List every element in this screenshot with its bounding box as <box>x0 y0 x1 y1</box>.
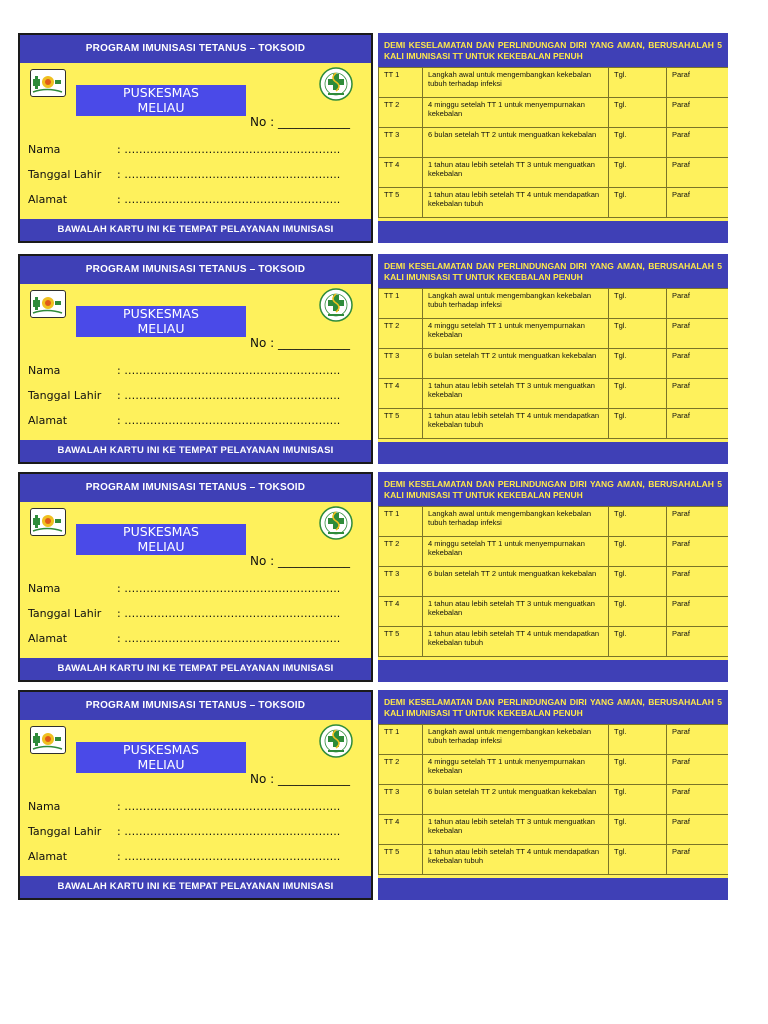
signature-cell: Paraf <box>667 627 729 657</box>
signature-cell: Paraf <box>667 785 729 815</box>
description-cell: Langkah awal untuk mengembangkan kekebalan tubuh terhadap infeksi <box>423 289 609 319</box>
bakti-husada-logo-icon <box>319 67 353 101</box>
field-value-tanggal-lahir: : ………………………………………………….. <box>117 825 341 838</box>
signature-cell: Paraf <box>667 98 729 128</box>
description-cell: 6 bulan setelah TT 2 untuk menguatkan kekebalan <box>423 785 609 815</box>
date-cell: Tgl. <box>609 409 667 439</box>
dose-cell: TT 3 <box>379 349 423 379</box>
card-back <box>378 690 728 900</box>
description-cell: Langkah awal untuk mengembangkan kekebalan tubuh terhadap infeksi <box>423 507 609 537</box>
schedule-row <box>379 68 729 98</box>
signature-cell: Paraf <box>667 319 729 349</box>
facility-name-line1: PUSKESMAS <box>123 306 199 321</box>
card-footer-text: BAWALAH KARTU INI KE TEMPAT PELAYANAN IMUNISASI <box>20 440 371 462</box>
card-number-field: No : ____________ <box>250 554 350 568</box>
bakti-husada-logo-icon <box>319 724 353 758</box>
dose-cell: TT 5 <box>379 409 423 439</box>
description-cell: 1 tahun atau lebih setelah TT 4 untuk mendapatkan kekebalan tubuh <box>423 409 609 439</box>
facility-name-line2: MELIAU <box>137 539 185 554</box>
schedule-row <box>379 379 729 409</box>
dose-cell: TT 5 <box>379 845 423 875</box>
signature-cell: Paraf <box>667 349 729 379</box>
signature-cell: Paraf <box>667 845 729 875</box>
date-cell: Tgl. <box>609 349 667 379</box>
facility-name-box <box>76 306 246 337</box>
description-cell: 6 bulan setelah TT 2 untuk menguatkan kekebalan <box>423 128 609 158</box>
dose-cell: TT 2 <box>379 755 423 785</box>
date-cell: Tgl. <box>609 755 667 785</box>
field-label-tanggal-lahir: Tanggal Lahir <box>28 825 102 838</box>
date-cell: Tgl. <box>609 68 667 98</box>
description-cell: 4 minggu setelah TT 1 untuk menyempurnakan kekebalan <box>423 755 609 785</box>
card-front <box>18 690 373 900</box>
dose-cell: TT 3 <box>379 128 423 158</box>
description-cell: Langkah awal untuk mengembangkan kekebalan tubuh terhadap infeksi <box>423 68 609 98</box>
card-back-header: DEMI KESELAMATAN DAN PERLINDUNGAN DIRI YANG AMAN, BERUSAHALAH 5 KALI IMUNISASI TT UNTUK KEKEBALAN PENUH <box>378 254 728 288</box>
field-value-tanggal-lahir: : ………………………………………………….. <box>117 389 341 402</box>
date-cell: Tgl. <box>609 537 667 567</box>
facility-name-line1: PUSKESMAS <box>123 742 199 757</box>
immunization-card-1 <box>0 33 768 243</box>
card-number-field: No : ____________ <box>250 772 350 786</box>
signature-cell: Paraf <box>667 537 729 567</box>
card-header-title: PROGRAM IMUNISASI TETANUS – TOKSOID <box>20 474 371 502</box>
schedule-row <box>379 409 729 439</box>
card-number-field: No : ____________ <box>250 336 350 350</box>
signature-cell: Paraf <box>667 379 729 409</box>
facility-name-line2: MELIAU <box>137 321 185 336</box>
dose-cell: TT 2 <box>379 537 423 567</box>
signature-cell: Paraf <box>667 68 729 98</box>
date-cell: Tgl. <box>609 725 667 755</box>
schedule-row <box>379 319 729 349</box>
schedule-row <box>379 98 729 128</box>
puskesmas-logo-icon <box>30 290 66 318</box>
immunization-schedule-table <box>378 288 728 439</box>
dose-cell: TT 1 <box>379 507 423 537</box>
field-value-nama: : ………………………………………………….. <box>117 364 341 377</box>
date-cell: Tgl. <box>609 627 667 657</box>
description-cell: 4 minggu setelah TT 1 untuk menyempurnakan kekebalan <box>423 98 609 128</box>
schedule-row <box>379 725 729 755</box>
card-footer-text: BAWALAH KARTU INI KE TEMPAT PELAYANAN IMUNISASI <box>20 876 371 898</box>
schedule-row <box>379 785 729 815</box>
signature-cell: Paraf <box>667 815 729 845</box>
date-cell: Tgl. <box>609 785 667 815</box>
date-cell: Tgl. <box>609 597 667 627</box>
facility-name-line2: MELIAU <box>137 757 185 772</box>
schedule-row <box>379 158 729 188</box>
facility-name-line2: MELIAU <box>137 100 185 115</box>
description-cell: 4 minggu setelah TT 1 untuk menyempurnakan kekebalan <box>423 319 609 349</box>
signature-cell: Paraf <box>667 755 729 785</box>
date-cell: Tgl. <box>609 98 667 128</box>
schedule-row <box>379 507 729 537</box>
field-value-alamat: : ………………………………………………….. <box>117 414 341 427</box>
description-cell: 1 tahun atau lebih setelah TT 4 untuk mendapatkan kekebalan tubuh <box>423 627 609 657</box>
field-label-tanggal-lahir: Tanggal Lahir <box>28 607 102 620</box>
schedule-row <box>379 289 729 319</box>
date-cell: Tgl. <box>609 158 667 188</box>
facility-name-line1: PUSKESMAS <box>123 85 199 100</box>
field-label-alamat: Alamat <box>28 632 68 645</box>
dose-cell: TT 5 <box>379 188 423 218</box>
dose-cell: TT 5 <box>379 627 423 657</box>
card-back-footer-band <box>378 442 728 464</box>
immunization-schedule-table <box>378 724 728 875</box>
description-cell: 1 tahun atau lebih setelah TT 3 untuk menguatkan kekebalan <box>423 815 609 845</box>
bakti-husada-logo-icon <box>319 288 353 322</box>
description-cell: 1 tahun atau lebih setelah TT 3 untuk menguatkan kekebalan <box>423 379 609 409</box>
immunization-card-3 <box>0 472 768 682</box>
date-cell: Tgl. <box>609 128 667 158</box>
schedule-row <box>379 537 729 567</box>
schedule-row <box>379 567 729 597</box>
schedule-row <box>379 597 729 627</box>
puskesmas-logo-icon <box>30 69 66 97</box>
card-back-header: DEMI KESELAMATAN DAN PERLINDUNGAN DIRI YANG AMAN, BERUSAHALAH 5 KALI IMUNISASI TT UNTUK KEKEBALAN PENUH <box>378 690 728 724</box>
description-cell: Langkah awal untuk mengembangkan kekebalan tubuh terhadap infeksi <box>423 725 609 755</box>
signature-cell: Paraf <box>667 507 729 537</box>
date-cell: Tgl. <box>609 507 667 537</box>
facility-name-box <box>76 85 246 116</box>
date-cell: Tgl. <box>609 845 667 875</box>
card-header-title: PROGRAM IMUNISASI TETANUS – TOKSOID <box>20 692 371 720</box>
field-label-tanggal-lahir: Tanggal Lahir <box>28 389 102 402</box>
card-front <box>18 254 373 464</box>
card-footer-text: BAWALAH KARTU INI KE TEMPAT PELAYANAN IMUNISASI <box>20 658 371 680</box>
field-value-nama: : ………………………………………………….. <box>117 582 341 595</box>
card-back <box>378 472 728 682</box>
field-label-nama: Nama <box>28 364 61 377</box>
field-label-nama: Nama <box>28 582 61 595</box>
card-back-footer-band <box>378 878 728 900</box>
dose-cell: TT 4 <box>379 597 423 627</box>
card-back <box>378 254 728 464</box>
immunization-card-2 <box>0 254 768 464</box>
bakti-husada-logo-icon <box>319 506 353 540</box>
field-label-alamat: Alamat <box>28 850 68 863</box>
field-label-nama: Nama <box>28 143 61 156</box>
card-back-footer-band <box>378 221 728 243</box>
puskesmas-logo-icon <box>30 508 66 536</box>
description-cell: 1 tahun atau lebih setelah TT 3 untuk menguatkan kekebalan <box>423 597 609 627</box>
field-value-nama: : ………………………………………………….. <box>117 143 341 156</box>
schedule-row <box>379 627 729 657</box>
description-cell: 1 tahun atau lebih setelah TT 4 untuk mendapatkan kekebalan tubuh <box>423 845 609 875</box>
field-label-alamat: Alamat <box>28 193 68 206</box>
dose-cell: TT 2 <box>379 319 423 349</box>
signature-cell: Paraf <box>667 158 729 188</box>
dose-cell: TT 4 <box>379 379 423 409</box>
card-front <box>18 472 373 682</box>
card-footer-text: BAWALAH KARTU INI KE TEMPAT PELAYANAN IMUNISASI <box>20 219 371 241</box>
dose-cell: TT 1 <box>379 68 423 98</box>
signature-cell: Paraf <box>667 567 729 597</box>
field-label-nama: Nama <box>28 800 61 813</box>
signature-cell: Paraf <box>667 128 729 158</box>
immunization-card-4 <box>0 690 768 900</box>
facility-name-box <box>76 524 246 555</box>
card-back-header: DEMI KESELAMATAN DAN PERLINDUNGAN DIRI YANG AMAN, BERUSAHALAH 5 KALI IMUNISASI TT UNTUK KEKEBALAN PENUH <box>378 33 728 67</box>
date-cell: Tgl. <box>609 188 667 218</box>
signature-cell: Paraf <box>667 409 729 439</box>
date-cell: Tgl. <box>609 379 667 409</box>
immunization-schedule-table <box>378 506 728 657</box>
field-value-alamat: : ………………………………………………….. <box>117 632 341 645</box>
schedule-row <box>379 755 729 785</box>
schedule-row <box>379 845 729 875</box>
description-cell: 6 bulan setelah TT 2 untuk menguatkan kekebalan <box>423 349 609 379</box>
card-header-title: PROGRAM IMUNISASI TETANUS – TOKSOID <box>20 35 371 63</box>
dose-cell: TT 2 <box>379 98 423 128</box>
signature-cell: Paraf <box>667 725 729 755</box>
immunization-schedule-table <box>378 67 728 218</box>
date-cell: Tgl. <box>609 319 667 349</box>
field-value-alamat: : ………………………………………………….. <box>117 193 341 206</box>
card-number-field: No : ____________ <box>250 115 350 129</box>
description-cell: 6 bulan setelah TT 2 untuk menguatkan kekebalan <box>423 567 609 597</box>
schedule-row <box>379 128 729 158</box>
field-value-alamat: : ………………………………………………….. <box>117 850 341 863</box>
description-cell: 1 tahun atau lebih setelah TT 4 untuk mendapatkan kekebalan tubuh <box>423 188 609 218</box>
dose-cell: TT 4 <box>379 815 423 845</box>
card-front <box>18 33 373 243</box>
schedule-row <box>379 188 729 218</box>
facility-name-box <box>76 742 246 773</box>
schedule-row <box>379 815 729 845</box>
schedule-row <box>379 349 729 379</box>
card-header-title: PROGRAM IMUNISASI TETANUS – TOKSOID <box>20 256 371 284</box>
signature-cell: Paraf <box>667 289 729 319</box>
dose-cell: TT 1 <box>379 725 423 755</box>
card-back-footer-band <box>378 660 728 682</box>
field-value-nama: : ………………………………………………….. <box>117 800 341 813</box>
card-back <box>378 33 728 243</box>
signature-cell: Paraf <box>667 188 729 218</box>
field-value-tanggal-lahir: : ………………………………………………….. <box>117 168 341 181</box>
dose-cell: TT 4 <box>379 158 423 188</box>
puskesmas-logo-icon <box>30 726 66 754</box>
facility-name-line1: PUSKESMAS <box>123 524 199 539</box>
date-cell: Tgl. <box>609 815 667 845</box>
field-label-alamat: Alamat <box>28 414 68 427</box>
description-cell: 4 minggu setelah TT 1 untuk menyempurnakan kekebalan <box>423 537 609 567</box>
dose-cell: TT 3 <box>379 567 423 597</box>
card-back-header: DEMI KESELAMATAN DAN PERLINDUNGAN DIRI YANG AMAN, BERUSAHALAH 5 KALI IMUNISASI TT UNTUK KEKEBALAN PENUH <box>378 472 728 506</box>
dose-cell: TT 3 <box>379 785 423 815</box>
field-value-tanggal-lahir: : ………………………………………………….. <box>117 607 341 620</box>
field-label-tanggal-lahir: Tanggal Lahir <box>28 168 102 181</box>
signature-cell: Paraf <box>667 597 729 627</box>
date-cell: Tgl. <box>609 289 667 319</box>
dose-cell: TT 1 <box>379 289 423 319</box>
description-cell: 1 tahun atau lebih setelah TT 3 untuk menguatkan kekebalan <box>423 158 609 188</box>
date-cell: Tgl. <box>609 567 667 597</box>
